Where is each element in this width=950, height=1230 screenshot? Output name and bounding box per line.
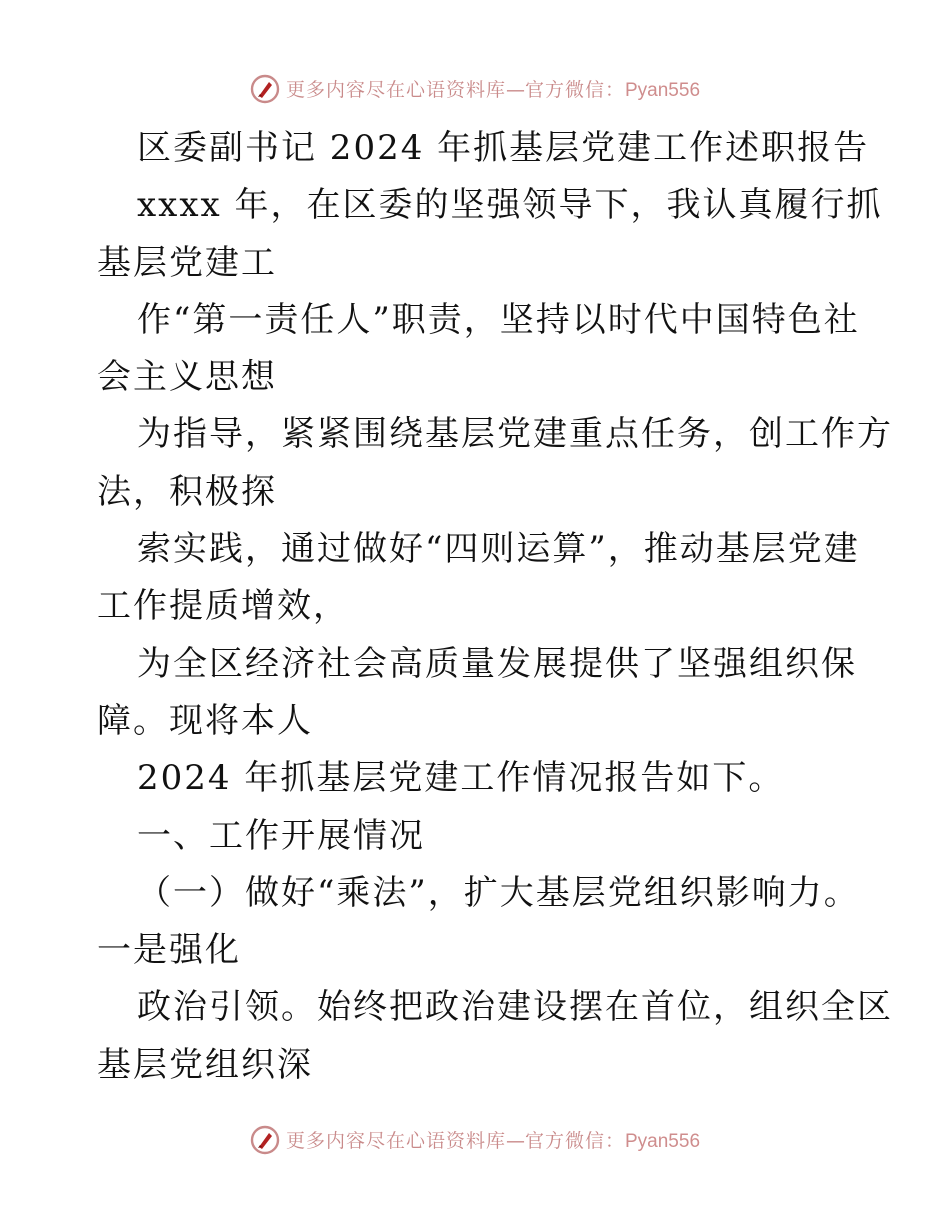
paragraph-line: 为全区经济社会高质量发展提供了坚强组织保 bbox=[137, 643, 857, 684]
watermark-official-label: 官方微信： bbox=[524, 1130, 625, 1152]
watermark-separator: — bbox=[505, 1130, 525, 1152]
paragraph-line: xxxx 年，在区委的坚强领导下，我认真履行抓 bbox=[137, 185, 883, 226]
watermark-brand-text: 更多内容尽在心语资料库 bbox=[285, 79, 506, 101]
watermark-separator: — bbox=[505, 79, 525, 101]
watermark-wechat-id: Pyan556 bbox=[625, 80, 701, 101]
header-watermark bbox=[0, 76, 950, 106]
paragraph-line: 索实践，通过做好“四则运算”，推动基层党建 bbox=[137, 529, 860, 570]
watermark-official-label: 官方微信： bbox=[524, 79, 625, 101]
paragraph-line: 为指导，紧紧围绕基层党建重点任务，创工作方 bbox=[137, 414, 893, 455]
footer-watermark bbox=[0, 1127, 950, 1157]
paragraph-line: 会主义思想 bbox=[97, 357, 277, 398]
pen-nib-circle-icon bbox=[250, 1125, 280, 1155]
paragraph-line: 基层党建工 bbox=[97, 242, 277, 283]
subsection-heading: （一）做好“乘法”，扩大基层党组织影响力。 bbox=[137, 872, 860, 913]
paragraph-line: 法，积极探 bbox=[97, 471, 277, 512]
paragraph-line: 作“第一责任人”职责，坚持以时代中国特色社 bbox=[137, 299, 860, 340]
pen-nib-circle-icon bbox=[250, 74, 280, 104]
paragraph-line: 2024 年抓基层党建工作情况报告如下。 bbox=[137, 758, 785, 799]
watermark-brand-text: 更多内容尽在心语资料库 bbox=[285, 1130, 506, 1152]
document-body bbox=[97, 120, 893, 1094]
section-heading: 一、工作开展情况 bbox=[137, 815, 425, 856]
paragraph-line: 政治引领。始终把政治建设摆在首位，组织全区 bbox=[137, 987, 893, 1028]
paragraph-line: 一是强化 bbox=[97, 930, 241, 971]
paragraph-line: 障。现将本人 bbox=[97, 700, 313, 741]
watermark-wechat-id: Pyan556 bbox=[625, 1131, 701, 1152]
paragraph-line: 基层党组织深 bbox=[97, 1044, 313, 1085]
paragraph-line: 工作提质增效， bbox=[97, 586, 349, 627]
document-title: 区委副书记 2024 年抓基层党建工作述职报告 bbox=[137, 128, 870, 168]
